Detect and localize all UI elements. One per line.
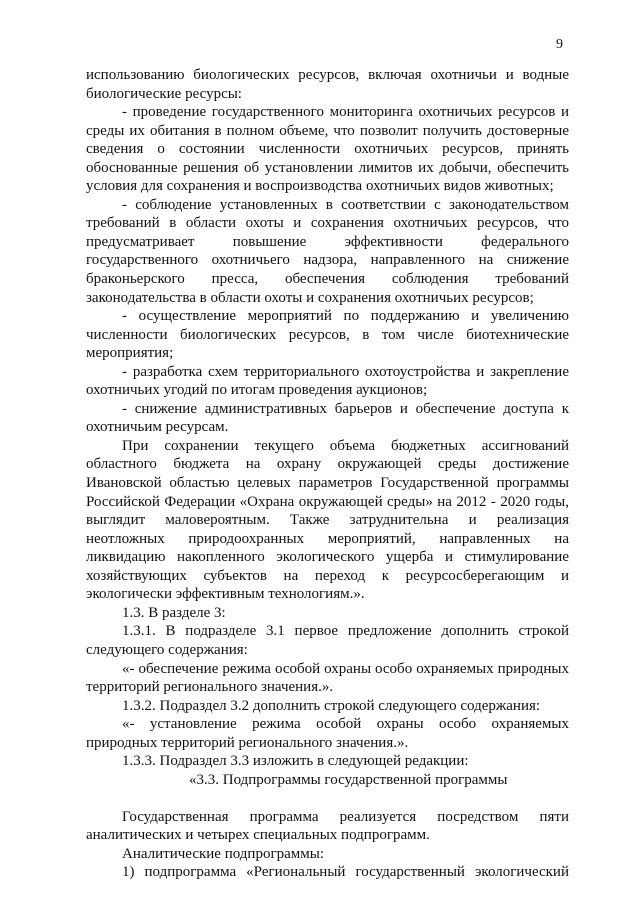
- page-number: 9: [556, 37, 563, 52]
- section-heading: «3.3. Подпрограммы государственной программы: [189, 771, 508, 788]
- document-body: [86, 66, 569, 882]
- paragraph: 1.3.3. Подраздел 3.3 изложить в следующей редакции:: [122, 753, 469, 770]
- paragraph: - разработка схем территориального охотоустройства и закрепление охотничьих угодий по итогам проведения аукционов;: [86, 363, 569, 399]
- paragraph: Государственная программа реализуется посредством пяти аналитических и четырех специальных подпрограмм.: [86, 808, 569, 844]
- paragraph: 1.3.1. В подразделе 3.1 первое предложение дополнить строкой следующего содержания:: [86, 623, 569, 658]
- paragraph-continued: 1) подпрограмма «Региональный государственный экологический: [122, 864, 569, 881]
- paragraph: При сохранении текущего объема бюджетных ассигнований областного бюджета на охрану окружающей среды достижение Ивановской областью целевых параметров Государственной программы Российской Федерации «Охрана окружающей среды» на 2012 - 2020 годы, выглядит маловероятным. Также затруднительна и реализация неотложных природоохранных мероприятий, направленных на ликвидацию накопленного экологического ущерба и стимулирование хозяйствующих субъектов на переход к ресурсосберегающим и экологически эффективным технологиям.».: [86, 437, 569, 603]
- paragraph: «- установление режима особой охраны особо охраняемых природных территорий регионального значения.».: [86, 716, 569, 751]
- paragraph: 1.3. В разделе 3:: [122, 604, 226, 621]
- paragraph: - проведение государственного мониторинга охотничьих ресурсов и среды их обитания в полном объеме, что позволит получить достоверные сведения о состоянии численности охотничьих ресурсов, принять обоснованные решения об установлении лимитов их добычи, обеспечить условия для сохранения и воспроизводства охотничьих видов животных;: [86, 104, 569, 195]
- paragraph: «- обеспечение режима особой охраны особо охраняемых природных территорий регионального значения.».: [86, 660, 569, 696]
- paragraph: Аналитические подпрограммы:: [122, 845, 324, 862]
- paragraph: - снижение административных барьеров и обеспечение доступа к охотничьим ресурсам.: [86, 400, 569, 436]
- paragraph: 1.3.2. Подраздел 3.2 дополнить строкой следующего содержания:: [122, 697, 541, 714]
- spacer: [86, 789, 569, 808]
- paragraph: - осуществление мероприятий по поддержанию и увеличению численности биологических ресурсов, в том числе биотехнические мероприятия;: [86, 308, 569, 362]
- paragraph: использованию биологических ресурсов, включая охотничьи и водные биологические ресурсы:: [86, 67, 569, 102]
- paragraph: - соблюдение установленных в соответствии с законодательством требований в области охоты и сохранения охотничьих ресурсов, что предусматривает повышение эффективности федерального государственного охотничьего надзора, направленного на снижение браконьерского пресса, обеспечения соблюдения требований законодательства в области охоты и сохранения охотничьих ресурсов;: [86, 196, 569, 306]
